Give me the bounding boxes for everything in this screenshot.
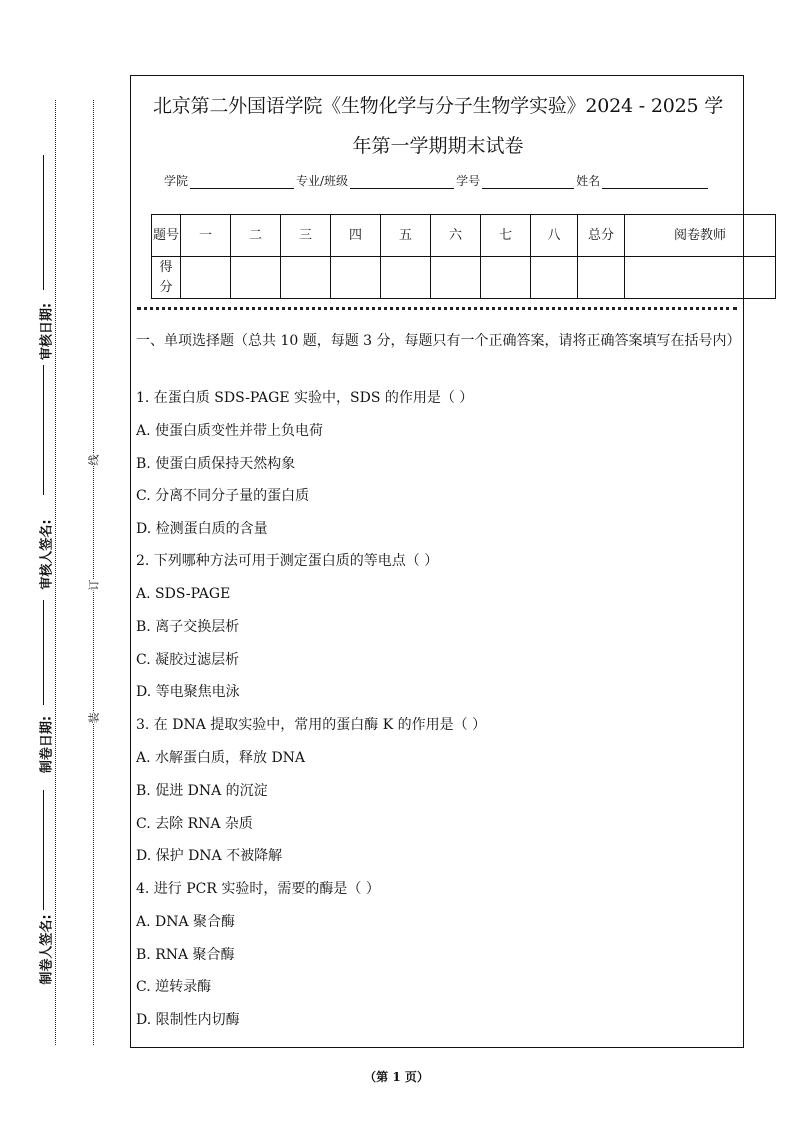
- score-header-cell: 题号: [152, 215, 181, 257]
- maker-sign-line: [43, 790, 44, 910]
- name-label: 姓名: [576, 174, 601, 188]
- score-cell[interactable]: [481, 257, 531, 299]
- score-cell[interactable]: [231, 257, 281, 299]
- major-field[interactable]: [350, 176, 454, 189]
- score-header-cell: 八: [531, 215, 578, 257]
- section-1-heading: 一、单项选择题（总共 10 题，每题 3 分，每题只有一个正确答案，请将正确答案填写在括号内）: [136, 333, 741, 349]
- question-1-option-c: C. 分离不同分子量的蛋白质: [136, 488, 310, 504]
- student-id-label: 学号: [456, 174, 481, 188]
- maker-date-line: [43, 600, 44, 705]
- dotted-separator: [137, 307, 737, 310]
- reviewer-date-label: 审核日期:: [39, 302, 55, 361]
- score-header-cell: 四: [331, 215, 381, 257]
- question-1-option-d: D. 检测蛋白质的含量: [136, 521, 268, 537]
- binding-char-zhuang: 装: [84, 713, 104, 724]
- score-cell[interactable]: [281, 257, 331, 299]
- question-4-option-b: B. RNA 聚合酶: [136, 947, 235, 963]
- question-3-stem: 3. 在 DNA 提取实验中，常用的蛋白酶 K 的作用是（ ）: [136, 717, 487, 733]
- maker-date-label: 制卷日期:: [39, 715, 55, 774]
- score-cell[interactable]: [431, 257, 481, 299]
- college-field[interactable]: [190, 176, 294, 189]
- question-4-stem: 4. 进行 PCR 实验时，需要的酶是（ ）: [136, 881, 380, 897]
- page-number: （第 1 页）: [364, 1070, 429, 1084]
- score-table: [151, 214, 776, 299]
- question-1-option-a: A. 使蛋白质变性并带上负电荷: [136, 423, 324, 439]
- college-label: 学院: [164, 174, 189, 188]
- student-id-field[interactable]: [482, 176, 574, 189]
- score-cell[interactable]: [181, 257, 231, 299]
- score-cell[interactable]: [331, 257, 381, 299]
- score-cell[interactable]: [531, 257, 578, 299]
- score-header-cell: 五: [381, 215, 431, 257]
- reviewer-sign-line: [43, 365, 44, 495]
- score-header-cell: 一: [181, 215, 231, 257]
- question-4-option-a: A. DNA 聚合酶: [136, 914, 236, 930]
- question-1-stem: 1. 在蛋白质 SDS-PAGE 实验中，SDS 的作用是（ ）: [136, 390, 474, 406]
- question-2-option-b: B. 离子交换层析: [136, 619, 240, 635]
- binding-char-ding: 订: [84, 580, 104, 591]
- score-cell[interactable]: [625, 257, 776, 299]
- score-header-cell: 二: [231, 215, 281, 257]
- question-2-option-c: C. 凝胶过滤层析: [136, 652, 240, 668]
- question-2-option-d: D. 等电聚焦电泳: [136, 684, 240, 700]
- question-3-option-a: A. 水解蛋白质，释放 DNA: [136, 750, 306, 766]
- exam-title-line1: 北京第二外国语学院《生物化学与分子生物学实验》2024 - 2025 学: [152, 95, 724, 117]
- reviewer-date-line: [43, 155, 44, 290]
- binding-char-line: 线: [84, 455, 104, 466]
- score-header-cell: 阅卷教师: [625, 215, 776, 257]
- question-1-option-b: B. 使蛋白质保持天然构象: [136, 456, 296, 472]
- name-field[interactable]: [602, 176, 708, 189]
- score-header-cell: 总分: [578, 215, 625, 257]
- score-cell[interactable]: [578, 257, 625, 299]
- reviewer-sign-label: 审核人签名:: [39, 519, 55, 590]
- score-header-cell: 六: [431, 215, 481, 257]
- question-4-option-d: D. 限制性内切酶: [136, 1012, 240, 1028]
- score-table-header-row: [152, 215, 776, 257]
- score-table-score-row: [152, 257, 776, 299]
- major-label: 专业/班级: [296, 174, 349, 188]
- exam-title: [136, 86, 740, 166]
- binding-dotted-line-right: [93, 100, 94, 1045]
- binding-dotted-line-left: [55, 100, 56, 1045]
- question-4-option-c: C. 逆转录酶: [136, 979, 212, 995]
- question-2-stem: 2. 下列哪种方法可用于测定蛋白质的等电点（ ）: [136, 553, 439, 569]
- score-cell[interactable]: [381, 257, 431, 299]
- score-header-cell: 三: [281, 215, 331, 257]
- question-3-option-c: C. 去除 RNA 杂质: [136, 816, 253, 832]
- question-3-option-b: B. 促进 DNA 的沉淀: [136, 783, 268, 799]
- question-3-option-d: D. 保护 DNA 不被降解: [136, 848, 283, 864]
- exam-title-line2: 年第一学期期末试卷: [352, 135, 524, 157]
- student-info-row: [164, 172, 710, 189]
- question-2-option-a: A. SDS-PAGE: [136, 586, 231, 602]
- score-row-label: 得分: [152, 257, 181, 299]
- maker-sign-label: 制卷人签名:: [39, 914, 55, 985]
- score-header-cell: 七: [481, 215, 531, 257]
